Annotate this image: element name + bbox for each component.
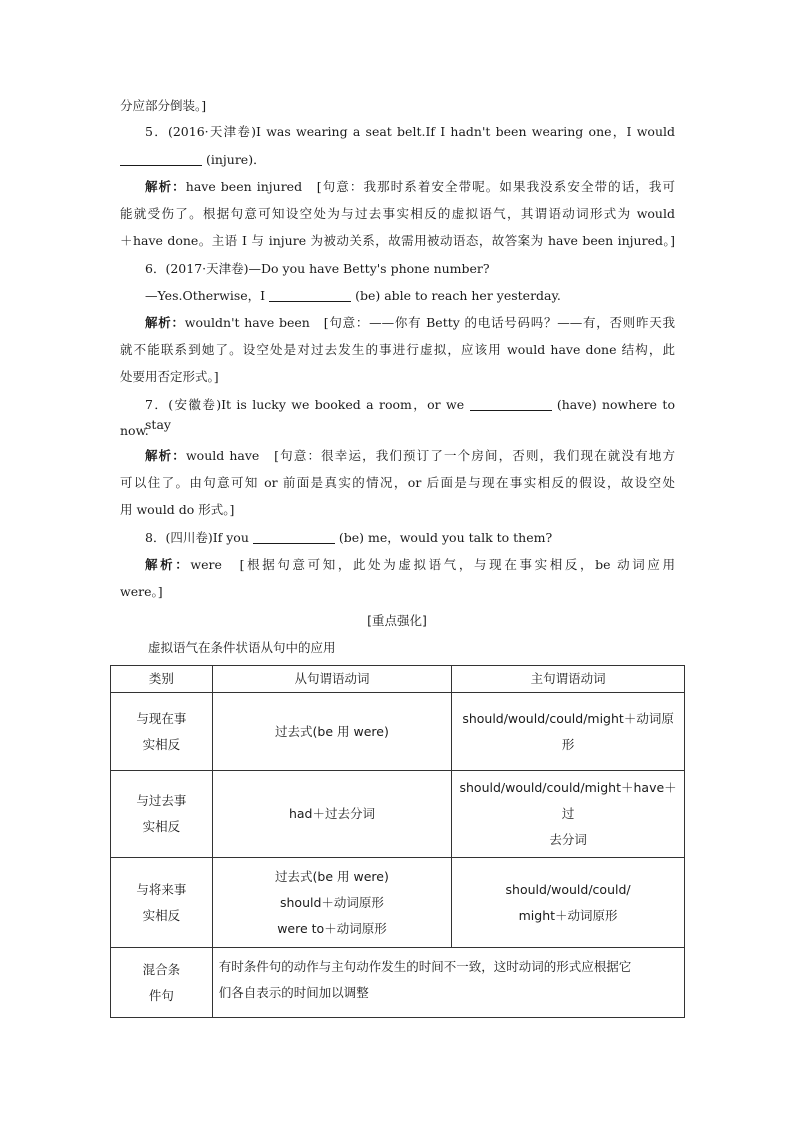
q6-line1: 6．(2017·天津卷)—Do you have Betty's phone number? <box>145 261 490 276</box>
row-present-category-l1: 与现在事 <box>136 710 187 726</box>
q7-line1 <box>145 395 675 435</box>
q8-answer-line2: were。] <box>120 584 163 599</box>
q7-answer-label: 解析： <box>145 448 186 463</box>
row-past-category <box>111 771 213 858</box>
row-present-category-l2: 实相反 <box>142 736 181 752</box>
q8-answer-text1: were [根据句意可知，此处为虚拟语气，与现在事实相反，be 动词应用 <box>190 557 675 572</box>
q5-answer-line2: 能就受伤了。根据句意可知设空处为与过去事实相反的虚拟语气，其谓语动词形式为 would <box>120 206 675 221</box>
q5-answer-text1: have been injured [句意：我那时系着安全带呢。如果我没系安全带的话，我可 <box>185 179 675 194</box>
q5-blank[interactable] <box>120 152 202 166</box>
row-mixed-category-l1: 混合条 <box>142 961 181 977</box>
row-present-main-l2: 形 <box>561 736 575 752</box>
row-present-clause-l1: 过去式(be 用 were) <box>275 723 389 739</box>
q5-line2-text: (injure)． <box>205 152 266 167</box>
row-future-clause-l3: were to＋动词原形 <box>277 920 387 936</box>
table-row <box>111 858 685 948</box>
row-past-clause <box>212 771 451 858</box>
header-category: 类别 <box>111 666 213 693</box>
q7-line1-post: (have) nowhere to stay <box>145 397 675 432</box>
q6-line2-post: (be) able to reach her yesterday. <box>355 288 561 303</box>
row-mixed-category-l2: 件句 <box>148 987 174 1003</box>
row-mixed-text-l1: 有时条件句的动作与主句动作发生的时间不一致，这时动词的形式应根据它 <box>218 959 632 974</box>
q5-line1: 5．(2016·天津卷)I was wearing a seat belt.If I hadn't been wearing one，I would <box>145 124 675 139</box>
q8-line1-post: (be) me，would you talk to them? <box>338 530 553 545</box>
q5-answer-label: 解析： <box>145 179 186 194</box>
table-row <box>111 771 685 858</box>
row-present-main <box>452 693 685 771</box>
grammar-table <box>110 665 685 1018</box>
q6-answer-line3: 处要用否定形式。] <box>120 369 219 384</box>
q6-answer-line2: 就不能联系到她了。设空处是对过去发生的事进行虚拟，应该用 would have done 结构，此 <box>120 342 675 357</box>
row-future-clause <box>212 858 451 948</box>
section-title: [重点强化] <box>367 613 427 628</box>
row-mixed-text-l2: 们各自表示的时间加以调整 <box>218 985 369 1000</box>
table-header-row <box>111 666 685 693</box>
row-past-category-l2: 实相反 <box>142 819 181 834</box>
row-present-clause <box>212 693 451 771</box>
q6-line2-pre: —Yes.Otherwise，I <box>145 288 266 303</box>
header-main-verb: 主句谓语动词 <box>452 666 685 693</box>
q8-blank[interactable] <box>253 530 335 544</box>
table-row-mixed <box>111 948 685 1018</box>
q6-line2 <box>145 286 561 306</box>
q6-answer-line1 <box>145 313 675 333</box>
q7-answer-text1: would have [句意：很幸运，我们预订了一个房间，否则，我们现在就没有地方 <box>185 448 675 463</box>
q6-answer-label: 解析： <box>145 315 185 330</box>
row-past-category-l1: 与过去事 <box>136 793 187 808</box>
q7-answer-line2: 可以住了。由句意可知 or 前面是真实的情况，or 后面是与现在事实相反的假设，故设空处 <box>120 475 675 490</box>
row-future-main-l1: should/would/could/ <box>505 881 631 897</box>
header-clause-verb: 从句谓语动词 <box>212 666 451 693</box>
q7-line1-pre: 7．(安徽卷)It is lucky we booked a room，or we <box>145 397 465 412</box>
row-future-category-l2: 实相反 <box>142 907 181 923</box>
q8-answer-line1 <box>145 555 675 575</box>
table-caption: 虚拟语气在条件状语从句中的应用 <box>148 640 336 655</box>
q7-answer-line1 <box>145 446 675 466</box>
row-past-main-l2: 去分词 <box>549 832 587 847</box>
continuation-line: 分应部分倒装。] <box>120 98 207 113</box>
row-past-main-l1: should/would/could/might＋have＋过 <box>459 780 677 821</box>
row-present-category <box>111 693 213 771</box>
q8-answer-label: 解析： <box>145 557 191 572</box>
q5-line2 <box>120 150 266 170</box>
q5-answer-line1 <box>145 177 675 197</box>
row-mixed-text <box>212 948 684 1018</box>
q6-blank[interactable] <box>269 288 351 302</box>
row-past-clause-l1: had＋过去分词 <box>288 806 375 821</box>
row-present-main-l1: should/would/could/might＋动词原 <box>462 710 674 726</box>
row-future-category-l1: 与将来事 <box>136 881 187 897</box>
row-future-category <box>111 858 213 948</box>
row-future-main <box>452 858 685 948</box>
row-future-clause-l2: should＋动词原形 <box>279 894 384 910</box>
q7-line2: now. <box>120 423 149 438</box>
row-future-clause-l1: 过去式(be 用 were) <box>275 868 389 884</box>
q6-answer-text1: wouldn't have been [句意：——你有 Betty 的电话号码吗？——有，否则昨天我 <box>184 315 675 330</box>
row-past-main <box>452 771 685 858</box>
row-future-main-l2: might＋动词原形 <box>518 907 618 923</box>
q5-answer-line3: ＋have done。主语 I 与 injure 为被动关系，故需用被动语态，故答案为 have been injured。] <box>120 233 675 248</box>
q8-line1-pre: 8．(四川卷)If you <box>145 530 249 545</box>
q7-answer-line3: 用 would do 形式。] <box>120 502 235 517</box>
row-mixed-category <box>111 948 213 1018</box>
q7-blank[interactable] <box>470 397 552 411</box>
q8-line1 <box>145 528 552 548</box>
table-row <box>111 693 685 771</box>
